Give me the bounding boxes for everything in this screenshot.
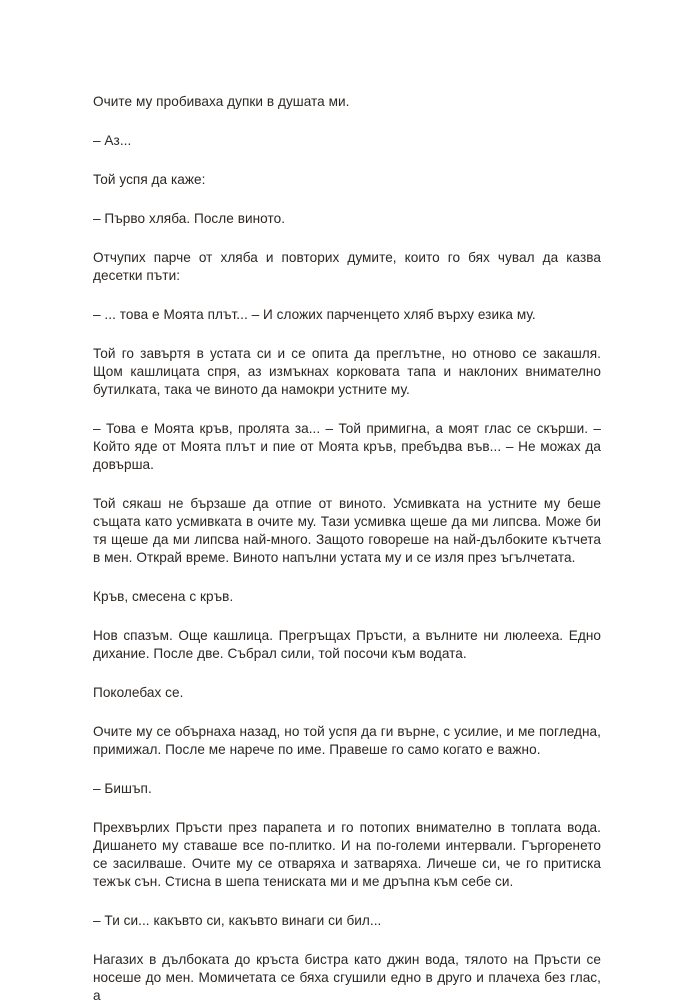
paragraph: Той успя да каже: — [93, 172, 206, 187]
paragraph: Поколебах се. — [93, 685, 184, 700]
paragraph: – Аз... — [93, 133, 132, 148]
paragraph: Кръв, смесена с кръв. — [93, 589, 234, 604]
paragraph: Той го завъртя в устата си и се опита да преглътне, но отново се закашля. Щом кашлицата спря, аз измъкнах корковата тапа и наклоних внимателно бутилката, така че виното да намокри устните му. — [93, 346, 601, 397]
body-text — [93, 93, 601, 1005]
paragraph: – ... това е Моята плът... – И сложих парченцето хляб върху езика му. — [93, 307, 536, 322]
paragraph: Очите му се обърнаха назад, но той успя да ги върне, с усилие, и ме погледна, примижал. После ме нарече по име. Правеше го само когато е важно. — [93, 724, 601, 757]
paragraph: – Бишъп. — [93, 781, 152, 796]
paragraph: Очите му пробиваха дупки в душата ми. — [93, 94, 350, 109]
paragraph: Отчупих парче от хляба и повторих думите, които го бях чувал да казва десетки пъти: — [93, 250, 601, 283]
paragraph: Нагазих в дълбоката до кръста бистра като джин вода, тялото на Пръсти се носеше до мен. Момичетата се бяха сгушили едно в друго и плачеха без глас, а — [93, 952, 601, 1003]
paragraph: – Ти си... какъвто си, какъвто винаги си бил... — [93, 913, 382, 928]
paragraph: Прехвърлих Пръсти през парапета и го потопих внимателно в топлата вода. Дишането му ставаше все по-плитко. И на по-големи интервали. Гъргоренето се засилваше. Очите му се отваряха и затваряха. Личеше си, че го притиска тежък сън. Стисна в шепа тениската ми и ме дръпна към себе си. — [93, 820, 601, 889]
paragraph: Нов спазъм. Още кашлица. Прегръщах Пръсти, а вълните ни люлееха. Едно дихание. После две. Събрал сили, той посочи към водата. — [93, 628, 601, 661]
paragraph: Той сякаш не бързаше да отпие от виното. Усмивката на устните му беше същата като усмивката в очите му. Тази усмивка щеше да ми липсва. Може би тя щеше да ми липсва най-много. Защото говореше на най-дълбоките кътчета в мен. Открай време. Виното напълни устата му и се изля през ъгълчетата. — [93, 496, 601, 565]
paragraph: – Първо хляба. После виното. — [93, 211, 286, 226]
paragraph: – Това е Моята кръв, пролята за... – Той примигна, а моят глас се скърши. – Който яде от Моята плът и пие от Моята кръв, пребъдва във... – Не можах да довърша. — [93, 421, 601, 472]
